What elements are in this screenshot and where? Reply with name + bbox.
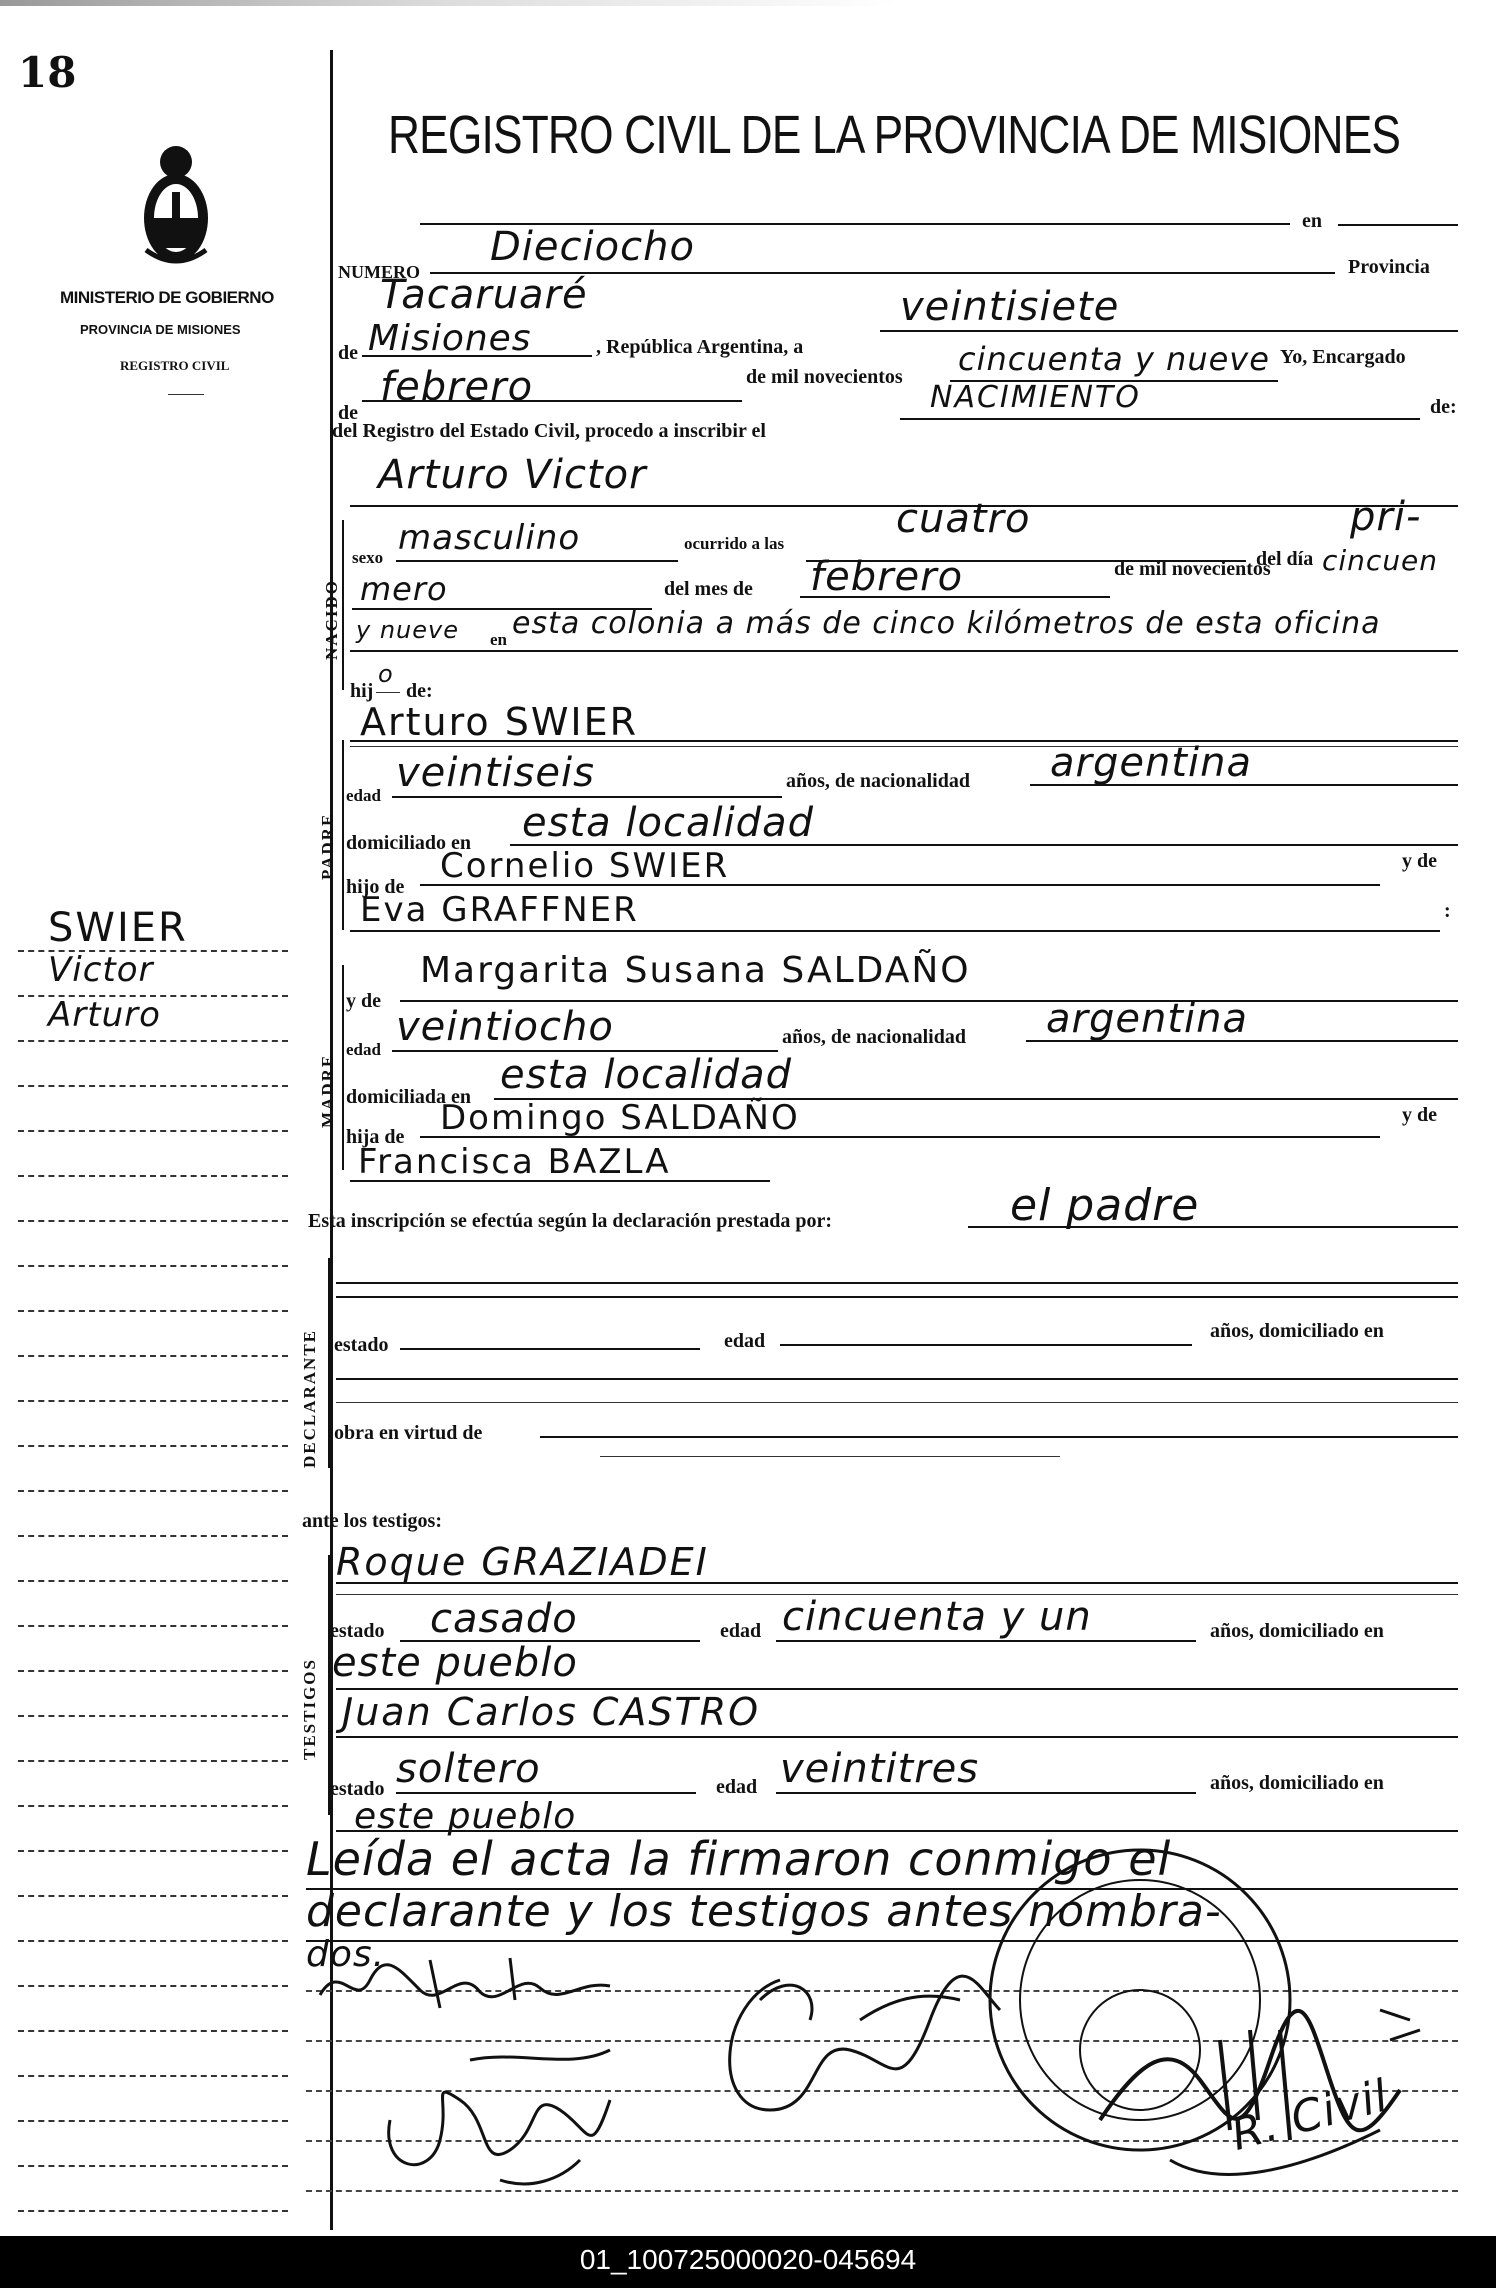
tipo-line [900,418,1420,420]
declarante-obra-label: obra en virtud de [334,1422,483,1444]
padre-edad-label: edad [346,786,381,805]
padre-nombre-line-2 [350,746,1458,747]
margin-line [18,1220,288,1222]
margin-line [18,2075,288,2077]
margin-line [18,950,288,952]
dia-value: veintisiete [900,284,1120,330]
anio-value: cincuenta y nueve [958,340,1270,378]
padre-nombre: Arturo SWIER [360,700,639,744]
numero-label: NUMERO [338,262,420,282]
testigo-2-estado-line [396,1792,696,1794]
margin-line [18,1175,288,1177]
margin-given-name-2: Arturo [48,995,161,1035]
dia-line [880,330,1458,332]
localidad-value: Tacaruaré [380,272,588,318]
padre-bracket [342,740,344,930]
ministry-registry: REGISTRO CIVIL [120,358,230,373]
padre-section-label: PADRE [318,812,337,880]
margin-line [18,1130,288,1132]
margin-line [18,1085,288,1087]
testigo-1-edad-line [776,1640,1196,1642]
ministry-name: MINISTERIO DE GOBIERNO [60,288,274,307]
padre-madre-de: Eva GRAFFNER [360,890,639,930]
madre-y-de: y de [1402,1104,1437,1126]
numero-line [420,223,1290,225]
declarante-line [336,1282,1458,1284]
padre-anios-label: años, de nacionalidad [786,770,970,792]
margin-line [18,1625,288,1627]
sexo-label: sexo [352,548,384,567]
de-label-2: de [338,402,358,424]
madre-section-label: MADRE [318,1053,337,1128]
padre-madre-de-line [350,930,1440,932]
testigo-1-estado: casado [430,1596,578,1642]
dia-nac-a: pri- [1350,494,1422,540]
nacido-bracket [342,520,344,690]
hora-value: cuatro [896,496,1031,542]
margin-line [18,1760,288,1762]
scan-edge [0,0,1496,6]
testigo-2-estado-label: estado [330,1778,385,1800]
madre-hija-de-label: hija de [346,1126,405,1148]
margin-surname: SWIER [48,905,188,951]
mil-novecientos-label: de mil novecientos [746,366,903,388]
madre-y-de-label: y de [346,990,381,1012]
margin-line [18,1355,288,1357]
cierre-line-1: Leída el acta la firmaron conmigo el [306,1832,1172,1886]
margin-line [18,1265,288,1267]
padre-padre-de: Cornelio SWIER [440,846,730,886]
en-label: en [1302,210,1322,232]
ocurrido-label: ocurrido a las [684,534,785,553]
declaracion-line [968,1226,1458,1228]
provincia-label: Provincia [1348,256,1430,278]
mil-nac-label: de mil novecientos [1114,558,1271,580]
madre-padre-de: Domingo SALDAÑO [440,1098,800,1138]
declarante-edad-label: edad [724,1330,766,1352]
margin-line [18,1895,288,1897]
padre-domicilio: esta localidad [522,800,814,846]
padre-nombre-line [350,740,1458,742]
de-label-1: de [338,342,358,364]
testigo-2-nombre-line [336,1736,1458,1738]
madre-anios-label: años, de nacionalidad [782,1026,966,1048]
madre-nombre: Margarita Susana SALDAÑO [420,950,971,991]
lugar-nac-line [350,650,1458,652]
hijo-suffix: o [378,660,394,688]
madre-madre-de: Francisca BAZLA [358,1142,671,1182]
padre-colon: : [1444,900,1451,922]
margin-line [18,2120,288,2122]
cierre-line-3: dos. [306,1934,386,1975]
registro-text: del Registro del Estado Civil, procedo a inscribir el [332,420,766,442]
footer-id: 01_100725000020-045694 [579,2244,917,2275]
testigo-2-edad-label: edad [716,1776,758,1798]
madre-bracket [342,965,344,1170]
margin-line [18,1490,288,1492]
signature-padre [310,1950,640,2020]
testigos-bracket [328,1555,330,1815]
del-dia-label: del día [1256,548,1314,570]
testigo-1-nombre: Roque GRAZIADEI [336,1540,709,1584]
margin-line [18,2165,288,2167]
declarante-line [336,1296,1458,1298]
anio-nac-b: y nueve [356,616,459,644]
testigo-2-edad: veintitres [780,1746,980,1792]
padre-hijo-de-label: hijo de [346,876,405,898]
margin-line [18,1040,288,1042]
testigo-1-edad: cincuenta y un [782,1594,1092,1640]
madre-madre-de-line [350,1180,770,1182]
testigo-1-estado-label: estado [330,1620,385,1642]
padre-nacionalidad-line [1030,784,1458,786]
padre-domicilio-label: domiciliado en [346,832,472,854]
sexo-line [396,560,678,562]
declarante-edad-line [780,1344,1192,1346]
declaracion-label: Esta inscripción se efectúa según la declaración prestada por: [308,1210,833,1232]
margin-line [18,1715,288,1717]
provincia-value: Misiones [368,318,532,359]
testigos-ante-label: ante los testigos: [302,1510,442,1532]
mes-value: febrero [380,364,534,410]
testigo-1-nombre-line [336,1582,1458,1584]
nacido-nombre: Arturo Victor [378,452,647,498]
anio-nac-a: cincuen [1322,544,1439,577]
declarante-estado-label: estado [334,1334,389,1356]
declarante-estado-line [400,1348,700,1350]
margin-line [18,1940,288,1942]
de-colon-label: de: [1430,396,1457,418]
margin-line [18,1445,288,1447]
dia-nac-b: mero [360,570,448,608]
declarante-line [336,1378,1458,1380]
page-number: 18 [18,48,77,97]
declarante-bracket [328,1258,330,1468]
padre-edad-line [392,796,782,798]
madre-nacionalidad: argentina [1046,996,1248,1042]
padre-nacionalidad: argentina [1050,740,1252,786]
en-nac-label: en [490,630,507,649]
margin-line [18,1400,288,1402]
margin-line [18,1310,288,1312]
hijo-de-label: de: [406,680,433,702]
nacido-section-label: NACIDO [322,579,341,660]
page-title: REGISTRO CIVIL DE LA PROVINCIA DE MISIONES [388,105,1401,165]
margin-line [18,1580,288,1582]
hijo-label: hij [350,680,374,702]
yo-encargado-label: Yo, Encargado [1280,346,1406,368]
madre-padre-de-line [420,1136,1380,1138]
lugar-nac: esta colonia a más de cinco kilómetros de esta oficina [512,606,1381,641]
mes-nac-label: del mes de [664,578,753,600]
testigo-1-domicilio: este pueblo [332,1640,578,1686]
testigo-1-edad-label: edad [720,1620,762,1642]
madre-domicilio: esta localidad [500,1052,792,1098]
margin-line [18,2030,288,2032]
declarante-obra-line [540,1436,1458,1438]
padre-padre-de-line [420,884,1380,886]
cierre-line-2: declarante y los testigos antes nombra- [306,1886,1222,1937]
testigo-2-nombre: Juan Carlos CASTRO [342,1690,761,1734]
testigo-2-domicilio: este pueblo [354,1796,577,1837]
testigo-1-anios-label: años, domiciliado en [1210,1620,1384,1642]
declarante-line [600,1456,1060,1457]
testigo-2-estado: soltero [396,1746,541,1792]
padre-y-de: y de [1402,850,1437,872]
signature-testigo-2 [700,1960,1020,2130]
madre-edad-value: veintiocho [396,1004,614,1050]
margin-line [18,1535,288,1537]
margin-line [18,1985,288,1987]
declarante-line [336,1402,1458,1403]
declarante-section-label: DECLARANTE [300,1328,319,1468]
margin-line [18,1670,288,1672]
madre-edad-label: edad [346,1040,381,1059]
coat-of-arms-icon [136,140,216,270]
declarante-value: el padre [1010,1180,1200,1231]
testigo-2-anios-label: años, domiciliado en [1210,1772,1384,1794]
localidad-line [430,272,1335,274]
seal-text: R. Civil [1226,2070,1394,2161]
hijo-line [376,692,400,693]
mes-nac-line [800,596,1110,598]
mes-line [362,400,742,402]
en-line [1338,224,1458,226]
signature-testigo-1 [370,2040,630,2200]
provincia-line [362,355,592,357]
madre-domicilio-label: domiciliada en [346,1086,472,1108]
sexo-value: masculino [398,518,581,558]
margin-line [18,1850,288,1852]
margin-given-name-1: Victor [48,950,154,990]
numero-value: Dieciocho [490,224,695,270]
testigos-section-label: TESTIGOS [300,1658,319,1760]
declarante-anios-label: años, domiciliado en [1210,1320,1384,1342]
mes-nac-value: febrero [810,554,964,600]
margin-line [18,2210,288,2212]
ministry-province: PROVINCIA DE MISIONES [80,322,241,337]
testigo-2-edad-line [776,1792,1196,1794]
tipo-acta: NACIMIENTO [930,380,1141,415]
madre-nombre-line [400,1000,1458,1002]
ministry-rule [168,394,204,395]
margin-line [18,1805,288,1807]
madre-nacionalidad-line [1026,1040,1458,1042]
republica-label: , República Argentina, a [596,336,804,358]
padre-edad-value: veintiseis [396,750,595,796]
margin-line [18,995,288,997]
